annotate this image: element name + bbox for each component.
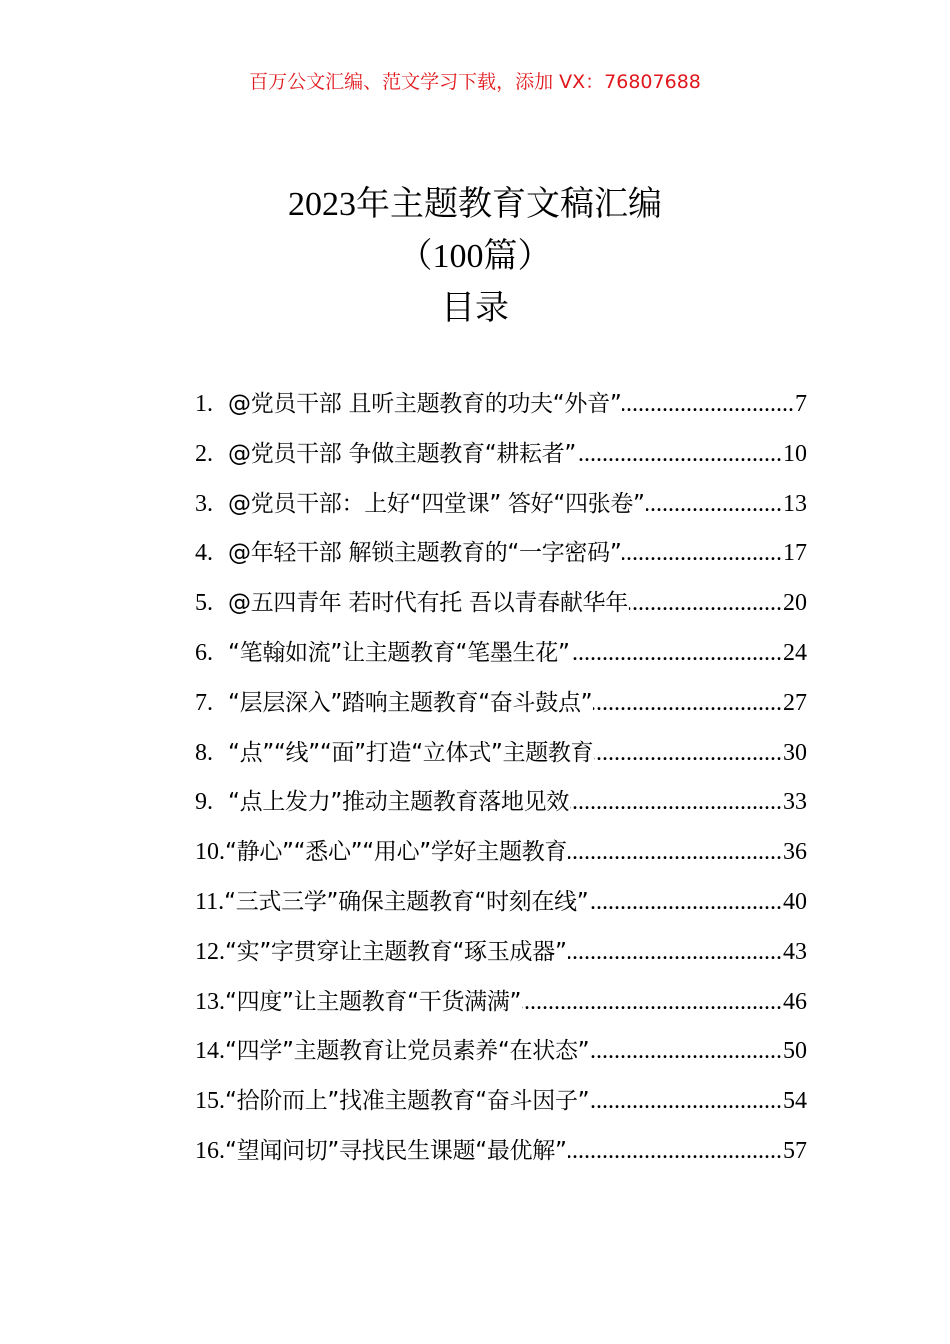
toc-entry-number: 10.	[195, 839, 225, 866]
toc-dot-leader	[522, 980, 782, 1024]
toc-entry-number: 3.	[195, 490, 213, 517]
toc-entry-title: “四学”主题教育让党员素养“在状态”	[225, 1038, 590, 1065]
toc-entry-title: @党员干部 争做主题教育“耕耘者”	[228, 440, 577, 467]
toc-entry[interactable]	[195, 930, 807, 980]
toc-entry-page-number: 20	[783, 590, 807, 617]
toc-entry-page-number: 50	[783, 1038, 807, 1065]
toc-dot-leader	[568, 930, 782, 974]
toc-entry[interactable]	[195, 482, 807, 532]
toc-entry[interactable]	[195, 581, 807, 631]
subtitle-unit: 篇	[483, 236, 518, 276]
toc-entry-title: “四度”让主题教育“干货满满”	[225, 988, 522, 1015]
toc-entry-number: 1.	[195, 391, 213, 417]
toc-dot-leader	[577, 432, 782, 476]
toc-entry-page-number: 43	[783, 938, 807, 965]
toc-entry-title: @党员干部 且听主题教育的功夫“外音”	[228, 391, 622, 417]
toc-entry-page-number: 17	[783, 540, 807, 567]
toc-entry[interactable]	[195, 980, 807, 1030]
toc-entry-number: 15.	[195, 1088, 225, 1115]
toc-entry-page-number: 57	[783, 1137, 807, 1164]
toc-entry-number: 12.	[195, 938, 225, 965]
toc-entry-number: 14.	[195, 1038, 225, 1065]
toc-entry-title: @年轻干部 解锁主题教育的“一字密码”	[228, 540, 622, 567]
toc-entry[interactable]	[195, 382, 807, 432]
document-subtitle	[0, 230, 950, 282]
title-text: 年主题教育文稿汇编	[356, 184, 662, 224]
toc-entry[interactable]	[195, 880, 807, 930]
subtitle-close-paren: ）	[517, 236, 552, 276]
toc-dot-leader	[629, 581, 782, 625]
toc-dot-leader	[590, 1029, 782, 1073]
title-year: 2023	[288, 186, 356, 223]
toc-dot-leader	[646, 482, 782, 526]
toc-entry[interactable]	[195, 830, 807, 880]
toc-entry[interactable]	[195, 780, 807, 830]
toc-entry[interactable]	[195, 731, 807, 781]
document-title	[0, 178, 950, 230]
toc-entry-title: “三式三学”确保主题教育“时刻在线”	[224, 888, 589, 915]
toc-entry-page-number: 24	[783, 639, 807, 666]
toc-dot-leader	[622, 382, 794, 426]
toc-entry-number: 13.	[195, 988, 225, 1015]
toc-entry-page-number: 27	[783, 689, 807, 716]
toc-entry-number: 11.	[195, 888, 225, 915]
toc-entry[interactable]	[195, 432, 807, 482]
toc-dot-leader	[594, 731, 782, 775]
toc-entry-number: 2.	[195, 440, 213, 467]
toc-entry-page-number: 36	[783, 839, 807, 866]
subtitle-open-paren: （	[398, 236, 433, 276]
toc-entry-title: @党员干部：上好“四堂课” 答好“四张卷”	[228, 490, 645, 517]
toc-entry-number: 6.	[195, 639, 213, 666]
toc-entry-page-number: 33	[783, 789, 807, 816]
toc-entry-title: “笔翰如流”让主题教育“笔墨生花”	[228, 639, 570, 666]
toc-entry[interactable]	[195, 531, 807, 581]
toc-dot-leader	[593, 681, 782, 725]
toc-entry-title: “点上发力”推动主题教育落地见效	[228, 789, 570, 816]
toc-entry-number: 9.	[195, 789, 213, 816]
toc-entry-number: 7.	[195, 689, 213, 716]
toc-entry-title: “实”字贯穿让主题教育“琢玉成器”	[225, 938, 567, 965]
toc-dot-leader	[568, 1129, 782, 1173]
toc-entry-number: 5.	[195, 590, 213, 617]
toc-entry-page-number: 54	[783, 1088, 807, 1115]
toc-dot-leader	[622, 531, 782, 575]
toc-entry[interactable]	[195, 631, 807, 681]
toc-dot-leader	[589, 880, 782, 924]
toc-entry-number: 16.	[195, 1137, 225, 1164]
toc-entry-title: “静心”“悉心”“用心”学好主题教育	[225, 839, 568, 866]
document-title-block	[0, 178, 950, 334]
toc-entry-title: “点”“线”“面”打造“立体式”主题教育	[228, 739, 594, 766]
toc-dot-leader	[571, 631, 782, 675]
toc-entry-page-number: 30	[783, 739, 807, 766]
toc-dot-leader	[590, 1079, 782, 1123]
toc-entry-page-number: 13	[783, 490, 807, 517]
toc-entry-title: “拾阶而上”找准主题教育“奋斗因子”	[225, 1088, 590, 1115]
toc-dot-leader	[568, 830, 782, 874]
toc-entry-page-number: 46	[783, 988, 807, 1015]
toc-entry-title: @五四青年 若时代有托 吾以青春献华年	[228, 590, 628, 617]
header-watermark-note: 百万公文汇编、范文学习下载，添加 VX：76807688	[249, 71, 701, 93]
toc-entry-number: 4.	[195, 540, 213, 567]
subtitle-count: 100	[432, 238, 484, 275]
toc-entry[interactable]	[195, 1029, 807, 1079]
toc-entry-page-number: 10	[783, 440, 807, 467]
toc-entry-title: “层层深入”踏响主题教育“奋斗鼓点”	[228, 689, 593, 716]
toc-entry[interactable]	[195, 1079, 807, 1129]
toc-entry-page-number: 40	[783, 888, 807, 915]
toc-entry-number: 8.	[195, 739, 213, 766]
toc-heading: 目录	[441, 288, 509, 328]
toc-dot-leader	[570, 780, 782, 824]
table-of-contents	[195, 382, 807, 1179]
toc-entry-page-number: 7	[795, 391, 807, 417]
toc-entry[interactable]	[195, 681, 807, 731]
toc-entry-title: “望闻问切”寻找民生课题“最优解”	[225, 1137, 567, 1164]
toc-entry[interactable]	[195, 1129, 807, 1179]
